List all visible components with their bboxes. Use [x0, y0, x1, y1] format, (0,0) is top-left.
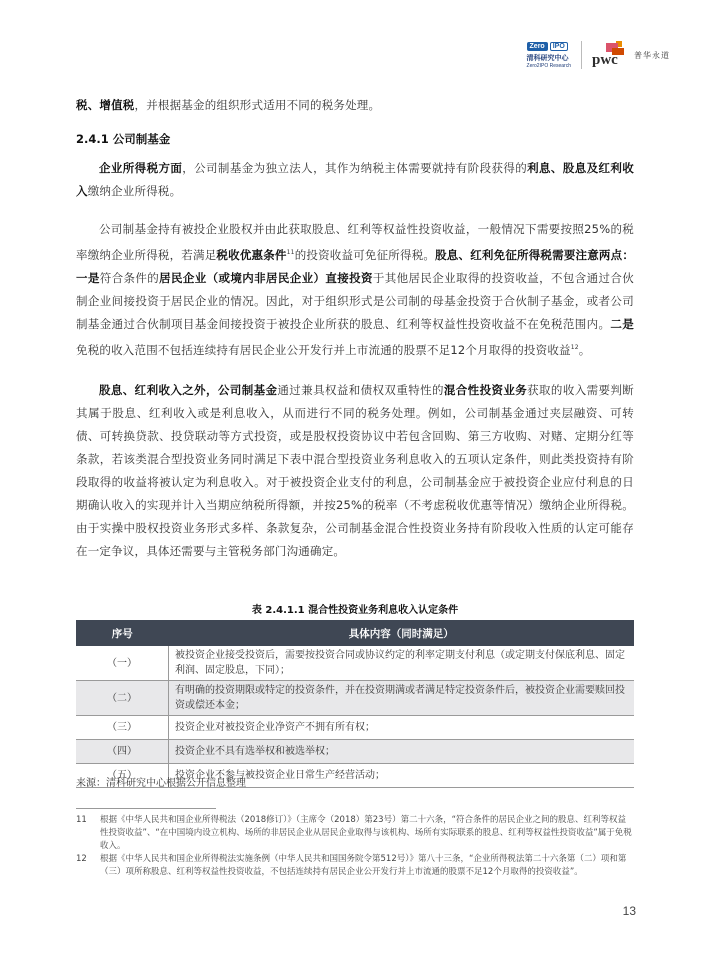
pwc-wordmark: pwc	[592, 52, 618, 68]
paragraph-1	[76, 157, 634, 203]
ipo-badge-text: IPO	[550, 42, 568, 51]
footnote-ref-11: 11	[286, 249, 295, 256]
table-cell-index: （二）	[76, 681, 169, 716]
zero2ipo-badge	[527, 42, 568, 51]
p2-text-6: 。	[578, 342, 591, 357]
p2-bold-4: 二是	[610, 316, 634, 331]
table-cell-content: 投资企业不具有选举权和被选举权；	[169, 740, 635, 764]
footnote-11	[76, 814, 634, 853]
table-cell-index: （五）	[76, 764, 169, 788]
table-header-cell: 具体内容（同时满足）	[169, 620, 635, 646]
table-cell-content: 投资企业对被投资企业净资产不拥有所有权；	[169, 716, 635, 740]
p3-bold-1: 股息、红利收入之外，公司制基金	[99, 383, 278, 397]
p2-text-4: 于其他居民企业取得的投资收益，不包含通过合伙制企业间接投资于居民企业的情况。因此，对于组织形式是公司制的母基金投资于合伙制子基金，或者公司制基金通过合伙制项目基金间接投资于被投企业所获的股息、红利等权益性投资收益不在免税范围内。	[76, 270, 635, 331]
footnote-number: 12	[76, 854, 87, 864]
table-cell-index: （四）	[76, 740, 169, 764]
table-source: 来源：清科研究中心根据公开信息整理	[76, 778, 246, 789]
table-cell-content: 被投资企业接受投资后，需要按投资合同或协议约定的利率定期支付利息（或定期支付保底利息、固定利润、固定股息，下同）；	[169, 646, 635, 681]
table-row	[76, 716, 634, 740]
paragraph-3	[76, 379, 634, 563]
zero2ipo-en-name: Zero2IPO Research	[526, 62, 571, 69]
header-logos	[527, 38, 670, 72]
footnote-text: 根据《中华人民共和国企业所得税法（2018修订）》（主席令（2018）第23号）第二十六条，“符合条件的居民企业之间的股息、红利等权益性投资收益”、“在中国境内设立机构、场所的非居民企业从居民企业取得与该机构、场所有实际联系的股息、红利等权益性投资收益”属于免税收入。	[100, 815, 632, 851]
footnote-number: 11	[76, 815, 87, 825]
section-title: 2.4.1 公司制基金	[76, 132, 171, 146]
table-cell-content: 有明确的投资期限或特定的投资条件，并在投资期满或者满足特定投资条件后，被投资企业需要赎回投资或偿还本金；	[169, 681, 635, 716]
p2-text-1: 公司制基金持有被投企业股权并由此获取股息、红利等权益性投资收益，一般情况下需要按照25%的税率缴纳企业所得税，若满足	[76, 222, 634, 262]
table-header-cell: 序号	[76, 620, 169, 646]
pwc-logo	[592, 41, 626, 69]
p1-bold-1: 企业所得税方面	[99, 161, 183, 175]
table-cell-index: （三）	[76, 716, 169, 740]
table-row	[76, 646, 634, 681]
p2-text-3: 符合条件的	[99, 270, 160, 285]
section-heading	[76, 131, 634, 147]
header-divider	[581, 41, 582, 69]
p1-text-1: ，公司制基金为独立法人，其作为纳税主体需要就持有阶段获得的	[182, 161, 528, 175]
p2-text-5: 免税的收入范围不包括连续持有居民企业公开发行并上市流通的股票不足12个月取得的投资收益	[76, 342, 571, 357]
p3-text-1: 通过兼具权益和债权双重特性的	[277, 383, 444, 397]
zero2ipo-logo	[527, 42, 571, 69]
table-row	[76, 740, 634, 764]
footnote-text: 根据《中华人民共和国企业所得税法实施条例（中华人民共和国国务院令第512号）》第八十三条，“企业所得税法第二十六条第（二）项和第（三）项所称股息、红利等权益性投资收益，不包括连续持有居民企业公开发行并上市流通的股票不足12个月取得的投资收益”。	[100, 854, 627, 877]
footnote-rule	[76, 808, 216, 809]
footnote-12	[76, 853, 634, 879]
table-header-row	[76, 620, 634, 646]
pwc-cn-name: 普华永道	[634, 50, 670, 60]
intro-text: ，并根据基金的组织形式适用不同的税务处理。	[134, 98, 381, 112]
p2-bold-3: 居民企业（或境内非居民企业）直接投资	[159, 270, 373, 285]
zero2ipo-cn-name: 清科研究中心	[526, 53, 569, 62]
p2-bold-1: 税收优惠条件	[216, 247, 287, 262]
p3-bold-2: 混合性投资业务	[443, 383, 528, 397]
criteria-table	[76, 620, 634, 788]
p2-bold-2: 股息、红利免征所得税需要注意两点：一是	[76, 247, 635, 285]
page-number: 13	[622, 904, 636, 918]
p2-text-2: 的投资收益可免征所得税。	[294, 247, 436, 262]
table-title: 表 2.4.1.1 混合性投资业务利息收入认定条件	[251, 605, 459, 616]
footnote-ref-12: 12	[570, 343, 579, 351]
table-row	[76, 681, 634, 716]
intro-line	[76, 94, 634, 117]
table-cell-index: （一）	[76, 646, 169, 681]
pwc-mark	[592, 41, 626, 69]
p1-bold-2: 利息、股息及红利收入	[76, 161, 634, 198]
zero-badge-text: Zero	[527, 42, 548, 51]
paragraph-2	[76, 218, 634, 362]
p1-text-2: 缴纳企业所得税。	[87, 184, 182, 198]
table-cell-content: 投资企业不参与被投资企业日常生产经营活动；	[169, 764, 635, 788]
intro-bold: 税、增值税	[76, 98, 135, 112]
p3-text-2: 获取的收入需要判断其属于股息、红利收入或是利息收入，从而进行不同的税务处理。例如，公司制基金通过夹层融资、可转债、可转换贷款、投贷联动等方式投资，或是股权投资协议中若包含回购、第三方收购、对赌、定期分红等条款，若该类混合型投资业务同时满足下表中混合型投资业务利息收入的五项认定条件，则此类投资持有阶段取得的收益将被认定为利息收入。对于被投资企业支付的利息，公司制基金应于被投资企业应付利息的日期确认收入的实现并计入当期应纳税所得额，并按25%的税率（不考虑税收优惠等情况）缴纳企业所得税。由于实操中股权投资业务形式多样、条款复杂，公司制基金混合性投资业务持有阶段收入性质的认定可能存在一定争议，具体还需要与主管税务部门沟通确定。	[76, 383, 634, 558]
